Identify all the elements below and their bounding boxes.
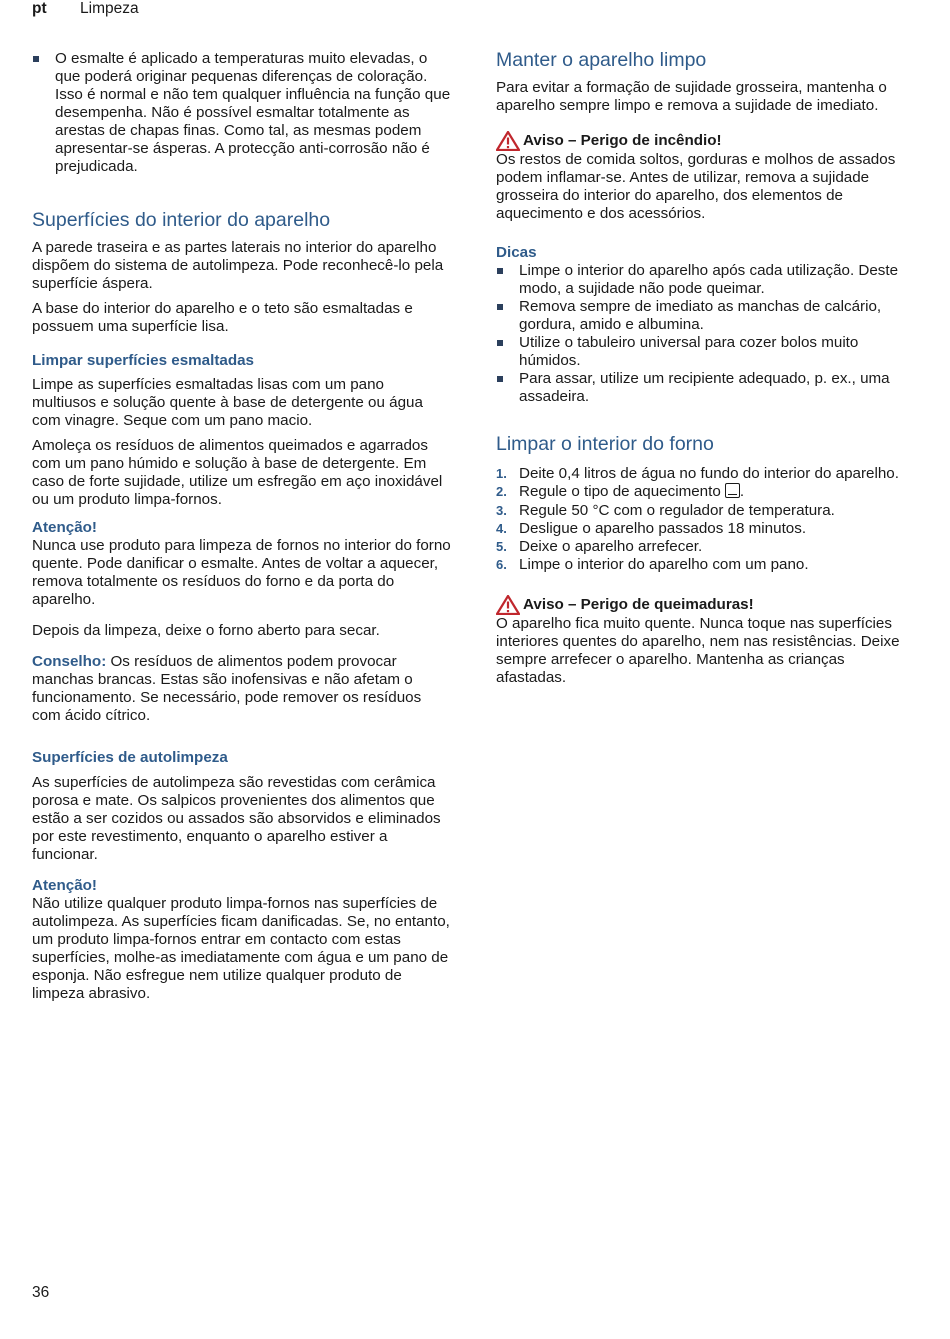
list-item: O esmalte é aplicado a temperaturas muito elevadas, o que poderá originar pequenas diferenças de coloração. Isso é normal e não tem qualquer influência na função que desempenha. Não é possível esmaltar totalmente as arestas de chapas finas. Como tal, as mesmas podem apresentar-se ásperas. A protecção anti-corrosão não é prejudicada. — [32, 50, 452, 176]
tip-text: Os resíduos de alimentos podem provocar manchas brancas. Estas são inofensivas e não afetam o funcionamento. Se necessário, pode remover os resíduos com ácido cítrico. — [32, 653, 422, 724]
list-item — [496, 556, 916, 574]
warning-text: Os restos de comida soltos, gorduras e molhos de assados podem inflamar-se. Antes de utilizar, remova a sujidade grosseira do interior do aparelho, dos elementos de aquecimento e dos acessórios. — [496, 151, 896, 222]
tip-paragraph — [32, 653, 452, 725]
heading-tips: Dicas — [496, 244, 537, 261]
paragraph: A base do interior do aparelho e o teto são esmaltadas e possuem uma superfície lisa. — [32, 300, 413, 335]
steps-list — [496, 465, 916, 575]
list-item: Para assar, utilize um recipiente adequado, p. ex., uma assadeira. — [496, 370, 916, 406]
step-text: Regule o tipo de aquecimento — [519, 483, 721, 501]
step-number: 3. — [496, 502, 507, 518]
step-text: Limpe o interior do aparelho com um pano. — [519, 556, 809, 574]
heading-self-cleaning-surfaces: Superfícies de autolimpeza — [32, 749, 228, 766]
paragraph: As superfícies de autolimpeza são revestidas com cerâmica porosa e mate. Os salpicos provenientes dos alimentos que estão a ser cozidos ou assados são absorvidos e eliminados por este revestimento, enquanto o aparelho estiver a funcionar. — [32, 774, 441, 863]
paragraph: Depois da limpeza, deixe o forno aberto para secar. — [32, 622, 380, 639]
step-text: Deite 0,4 litros de água no fundo do interior do aparelho. — [519, 465, 899, 482]
tip-label: Conselho: — [32, 653, 107, 670]
warning-text: O aparelho fica muito quente. Nunca toque nas superfícies interiores quentes do aparelho, nem nas resistências. Deixe sempre arrefecer o aparelho. Mantenha as crianças afastadas. — [496, 614, 900, 686]
step-number: 4. — [496, 520, 507, 536]
paragraph: Limpe as superfícies esmaltadas lisas com um pano multiusos e solução quente à base de detergente ou água com vinagre. Seque com um pano macio. — [32, 376, 423, 429]
heading-clean-oven-interior: Limpar o interior do forno — [496, 433, 714, 455]
warning-fire — [496, 131, 916, 151]
step-number: 5. — [496, 539, 507, 555]
bottom-heat-icon — [725, 483, 740, 498]
step-number: 1. — [496, 466, 507, 481]
tips-list — [496, 262, 916, 406]
list-item: Remova sempre de imediato as manchas de calcário, gordura, amido e albumina. — [496, 298, 916, 334]
warning-burns — [496, 595, 916, 615]
warning-title: Aviso – Perigo de incêndio! — [523, 132, 722, 149]
list-item — [496, 538, 916, 556]
list-item: 2. Regule o tipo de aquecimento . — [496, 483, 745, 501]
heading-interior-surfaces: Superfícies do interior do aparelho — [32, 209, 331, 231]
left-column — [32, 50, 452, 1003]
step-text: Desligue o aparelho passados 18 minutos. — [519, 519, 807, 537]
attention-text: Não utilize qualquer produto limpa-fornos nas superfícies de autolimpeza. As superfícies ficam danificadas. Se, no entanto, um produto limpa-fornos entrar em contacto com estas superfícies, molhe-as imediatamente com água e um pano de esponja. Não esfregue nem utilize qualquer produto de limpeza abrasivo. — [32, 895, 450, 1002]
step-number: 2. — [496, 484, 507, 500]
list-item — [496, 465, 916, 483]
paragraph: A parede traseira e as partes laterais no interior do aparelho dispõem do sistema de autolimpeza. Pode reconhecê-lo pela superfície áspera. — [32, 239, 444, 292]
step-text: Regule 50 °C com o regulador de temperatura. — [519, 501, 835, 519]
list-item: Utilize o tabuleiro universal para cozer bolos muito húmidos. — [496, 334, 916, 370]
list-item — [496, 520, 916, 538]
heading-keep-clean: Manter o aparelho limpo — [496, 49, 707, 71]
language-code: pt — [32, 0, 47, 17]
attention-text: Nunca use produto para limpeza de fornos no interior do forno quente. Pode danificar o esmalte. Antes de voltar a aquecer, remova totalmente os resíduos do forno e da porta do aparelho. — [32, 537, 451, 608]
warning-title: Aviso – Perigo de queimaduras! — [523, 595, 754, 613]
list-item — [496, 502, 916, 520]
page-number: 36 — [32, 1284, 50, 1301]
warning-triangle-icon — [496, 595, 520, 615]
warning-triangle-icon — [496, 131, 520, 151]
attention-label: Atenção! — [32, 519, 97, 536]
right-column — [496, 50, 916, 687]
intro-list — [32, 50, 452, 176]
heading-enamel-surfaces: Limpar superfícies esmaltadas — [32, 352, 255, 369]
step-number: 6. — [496, 557, 507, 573]
paragraph: Para evitar a formação de sujidade grosseira, mantenha o aparelho sempre limpo e remova a sujidade de imediato. — [496, 79, 887, 114]
paragraph: Amoleça os resíduos de alimentos queimados e agarrados com um pano húmido e solução à base de detergente. Em caso de forte sujidade, utilize um esfregão em aço inoxidável ou um produto limpa-fornos. — [32, 437, 443, 508]
step-text: Deixe o aparelho arrefecer. — [519, 538, 703, 556]
list-item: Limpe o interior do aparelho após cada utilização. Deste modo, a sujidade não pode queimar. — [496, 262, 916, 298]
section-title: Limpeza — [80, 0, 139, 17]
attention-label: Atenção! — [32, 877, 97, 894]
